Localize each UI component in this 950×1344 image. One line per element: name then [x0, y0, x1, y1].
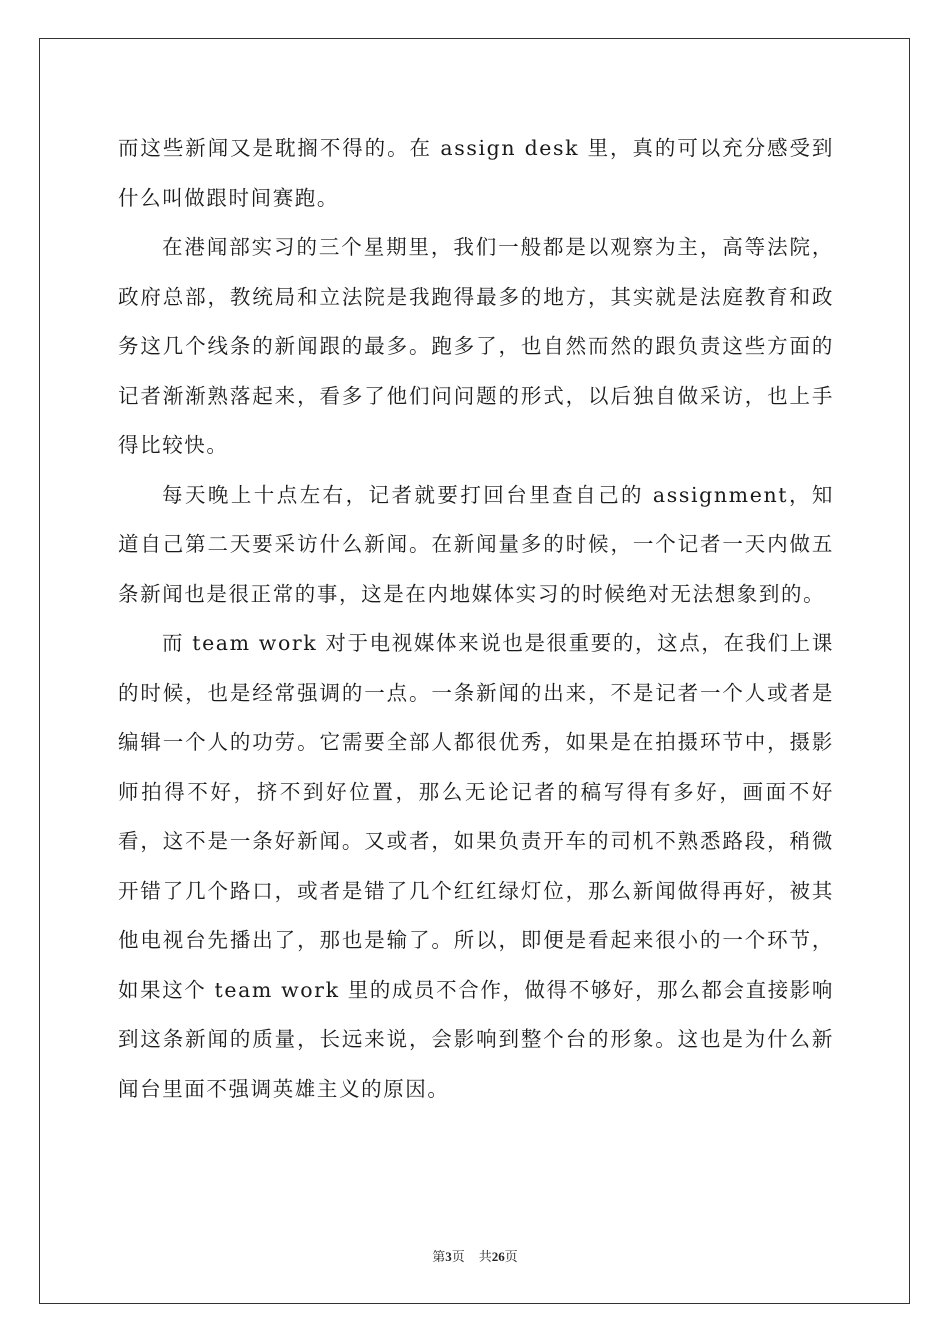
total-pages: 26	[491, 1249, 505, 1264]
document-body	[118, 124, 834, 1114]
paragraph: 在港闻部实习的三个星期里，我们一般都是以观察为主，高等法院，政府总部，教统局和立法院是我跑得最多的地方，其实就是法庭教育和政务这几个线条的新闻跟的最多。跑多了，也自然而然的跟负责这些方面的记者渐渐熟落起来，看多了他们问问题的形式，以后独自做采访，也上手得比较快。	[118, 235, 834, 457]
paragraph: 而这些新闻又是耽搁不得的。在 assign desk 里，真的可以充分感受到什么叫做跟时间赛跑。	[118, 136, 834, 210]
total-suffix: 页	[504, 1249, 518, 1264]
paragraph: 而 team work 对于电视媒体来说也是很重要的，这点，在我们上课的时候，也是经常强调的一点。一条新闻的出来，不是记者一个人或者是编辑一个人的功劳。它需要全部人都很优秀，如果是在拍摄环节中，摄影师拍得不好，挤不到好位置，那么无论记者的稿写得有多好，画面不好看，这不是一条好新闻。又或者，如果负责开车的司机不熟悉路段，稍微开错了几个路口，或者是错了几个红红绿灯位，那么新闻做得再好，被其他电视台先播出了，那也是输了。所以，即便是看起来很小的一个环节，如果这个 team work 里的成员不合作，做得不够好，那么都会直接影响到这条新闻的质量，长远来说，会影响到整个台的形象。这也是为什么新闻台里面不强调英雄主义的原因。	[118, 631, 834, 1101]
page-prefix: 第	[432, 1249, 446, 1264]
total-prefix: 共	[478, 1249, 492, 1264]
paragraph: 每天晚上十点左右，记者就要打回台里查自己的 assignment，知道自己第二天要采访什么新闻。在新闻量多的时候，一个记者一天内做五条新闻也是很正常的事，这是在内地媒体实习的时候绝对无法想象到的。	[118, 482, 834, 606]
page-number: 3	[445, 1249, 452, 1264]
page-footer	[0, 1246, 950, 1265]
page-suffix: 页	[451, 1249, 465, 1264]
